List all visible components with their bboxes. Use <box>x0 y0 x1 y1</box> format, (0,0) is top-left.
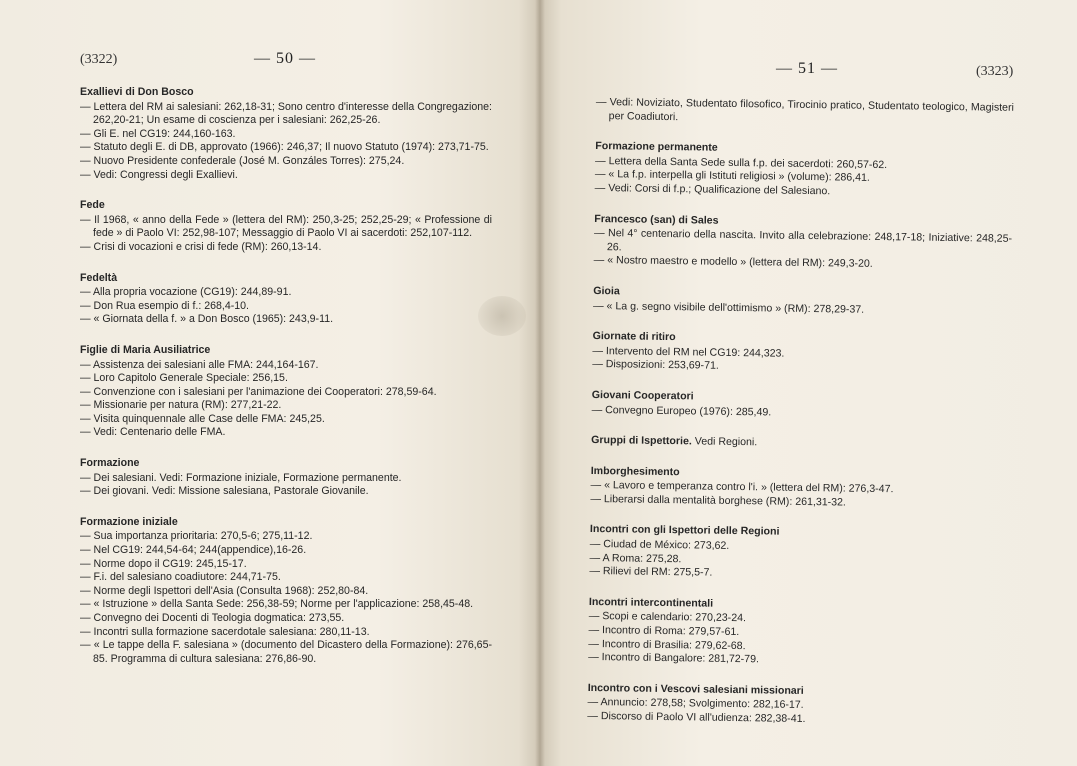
index-item: — A Roma: 275,28. <box>589 551 682 565</box>
index-item: — Incontri sulla formazione sacerdotale salesiana: 280,11-13. <box>80 625 370 638</box>
index-heading: Giornate di ritiro <box>592 330 676 344</box>
index-item: — Nuovo Presidente confederale (José M. Gonzáles Torres): 275,24. <box>80 154 405 167</box>
index-item: — Convegno dei Docenti di Teologia dogmatica: 273,55. <box>80 612 345 624</box>
index-item: — Visita quinquennale alle Case delle FMA: 245,25. <box>80 412 325 425</box>
index-heading: Incontri intercontinentali <box>588 595 714 610</box>
index-item: — Gli E. nel CG19: 244,160-163. <box>80 127 236 140</box>
index-item: — Intervento del RM nel CG19: 244,323. <box>592 344 785 360</box>
index-item: — Vedi: Noviziato, Studentato filosofico, Tirocinio pratico, Studentato teologico, Magisteri per Coadiutori. <box>595 96 1014 123</box>
paper-stain <box>478 296 526 336</box>
index-item: — Incontro di Brasilia: 279,62-68. <box>588 637 746 652</box>
index-entry <box>80 86 492 182</box>
index-item: — Alla propria vocazione (CG19): 244,89-91. <box>80 286 292 299</box>
index-entry <box>593 285 1011 319</box>
index-item: — Dei giovani. Vedi: Missione salesiana, Pastorale Giovanile. <box>80 485 369 498</box>
index-entry <box>589 523 1008 584</box>
index-heading: Fedeltà <box>80 271 118 284</box>
index-entry <box>80 516 492 667</box>
index-entry-inline <box>591 434 1009 453</box>
index-entry <box>594 213 1013 274</box>
right-index-column <box>587 96 1014 746</box>
index-entry <box>80 344 492 440</box>
index-heading: Formazione permanente <box>595 140 718 154</box>
index-item: — Convegno Europeo (1976): 285,49. <box>591 403 772 418</box>
index-item: — « La g. segno visibile dell'ottimismo » (RM): 278,29-37. <box>592 299 865 316</box>
index-item: — Vedi: Corsi di f.p.; Qualificazione del Salesiano. <box>594 181 831 198</box>
index-item: — Nel 4° centenario della nascita. Invito alla celebrazione: 248,17-18; Iniziative: 248,25-26. <box>594 227 1013 254</box>
index-heading: Incontro con i Vescovi salesiani missionari <box>587 681 804 697</box>
index-item: — Assistenza dei salesiani alle FMA: 244,164-167. <box>80 358 319 371</box>
index-heading: Incontri con gli Ispettori delle Regioni <box>589 523 780 539</box>
left-page-folio: — 50 — <box>254 50 316 67</box>
index-item: — Norme degli Ispettori dell'Asia (Consulta 1968): 252,80-84. <box>80 584 369 597</box>
right-page-folio: — 51 — <box>776 60 838 77</box>
index-item: — Lettera del RM ai salesiani: 262,18-31; Sono centro d'interesse della Congregazione: 262,20-21; Un esame di coscienza per i salesiani: 262,25-26. <box>80 100 492 127</box>
index-item: — Incontro di Bangalore: 281,72-79. <box>588 651 760 666</box>
index-heading: Formazione <box>80 457 140 470</box>
index-item: — Statuto degli E. di DB, approvato (1966): 246,37; Il nuovo Statuto (1974): 273,71-75. <box>80 141 489 154</box>
index-item: — « Istruzione » della Santa Sede: 256,38-59; Norme per l'applicazione: 258,45-48. <box>80 598 474 611</box>
index-item: — « La f.p. interpella gli Istituti religiosi » (volume): 286,41. <box>594 168 870 185</box>
index-item: — Dei salesiani. Vedi: Formazione iniziale, Formazione permanente. <box>80 471 402 484</box>
index-item: — Vedi: Centenario delle FMA. <box>80 426 226 439</box>
index-item: — Nel CG19: 244,54-64; 244(appendice),16-26. <box>80 544 307 557</box>
index-item: — Ciudad de México: 273,62. <box>589 538 730 552</box>
index-item: — Annuncio: 278,58; Svolgimento: 282,16-17. <box>587 696 804 712</box>
index-item: — Sua importanza prioritaria: 270,5-6; 275,11-12. <box>80 530 313 543</box>
index-heading: Fede <box>80 199 105 212</box>
index-entry <box>588 596 1007 671</box>
index-heading: Formazione iniziale <box>80 515 178 528</box>
index-item: — Scopi e calendario: 270,23-24. <box>588 610 747 625</box>
index-item: — « Giornata della f. » a Don Bosco (1965): 243,9-11. <box>80 313 334 326</box>
index-item: — « Nostro maestro e modello » (lettera del RM): 249,3-20. <box>593 254 873 271</box>
index-item: — Norme dopo il CG19: 245,15-17. <box>80 557 247 570</box>
index-item: — Loro Capitolo Generale Speciale: 256,15. <box>80 372 288 385</box>
book-gutter <box>535 0 545 766</box>
index-entry <box>80 272 492 327</box>
index-item: — Crisi di vocazioni e crisi di fede (RM): 260,13-14. <box>80 240 322 253</box>
index-item: — Convenzione con i salesiani per l'animazione dei Cooperatori: 278,59-64. <box>80 385 437 398</box>
index-entry <box>592 330 1011 378</box>
index-entry <box>587 682 1006 730</box>
index-item: — Vedi: Congressi degli Exallievi. <box>80 168 238 181</box>
index-entry <box>591 434 1009 453</box>
index-item: — Liberarsi dalla mentalità borghese (RM): 261,31-32. <box>590 492 846 509</box>
index-item: — Disposizioni: 253,69-71. <box>592 358 719 373</box>
left-index-column <box>80 86 492 683</box>
index-item: — Rilievi del RM: 275,5-7. <box>589 565 713 579</box>
index-heading: Gruppi di Ispettorie. <box>591 434 692 448</box>
index-heading: Giovani Cooperatori <box>591 388 694 403</box>
index-item: — Lettera della Santa Sede sulla f.p. dei sacerdoti: 260,57-62. <box>595 154 888 171</box>
index-item: — Il 1968, « anno della Fede » (lettera del RM): 250,3-25; 252,25-29; « Professione di fede » di Paolo VI: 252,98-107; Messaggio di Paolo VI ai sacerdoti: 252,107-112. <box>80 213 492 240</box>
index-heading: Figlie di Maria Ausiliatrice <box>80 343 211 356</box>
index-entry <box>596 96 1014 129</box>
index-entry <box>595 140 1014 201</box>
index-entry <box>80 199 492 254</box>
index-entry <box>80 457 492 499</box>
index-heading: Gioia <box>593 284 620 298</box>
index-item: — « Le tappe della F. salesiana » (documento del Dicastero della Formazione): 276,65-85. Programma di cultura salesiana: 276,86-90. <box>80 639 492 665</box>
right-page <box>540 0 1077 766</box>
left-page-code: (3322) <box>80 52 118 67</box>
index-heading: Exallievi di Don Bosco <box>80 86 194 98</box>
index-item: — Missionarie per natura (RM): 277,21-22. <box>80 399 282 412</box>
index-entry <box>590 465 1009 513</box>
index-item: — Incontro di Roma: 279,57-61. <box>588 623 740 639</box>
index-item: — « Lavoro e temperanza contro l'i. » (lettera del RM): 276,3-47. <box>590 479 894 496</box>
index-item: — Discorso di Paolo VI all'udienza: 282,38-41. <box>587 709 806 725</box>
index-heading: Francesco (san) di Sales <box>594 212 719 227</box>
right-page-code: (3323) <box>976 64 1014 79</box>
index-entry <box>592 389 1010 423</box>
index-cross-reference: Vedi Regioni. <box>694 435 758 449</box>
index-heading: Imborghesimento <box>590 464 680 478</box>
index-item: — Don Rua esempio di f.: 268,4-10. <box>80 299 250 312</box>
index-item: — F.i. del salesiano coadiutore: 244,71-75. <box>80 571 281 584</box>
